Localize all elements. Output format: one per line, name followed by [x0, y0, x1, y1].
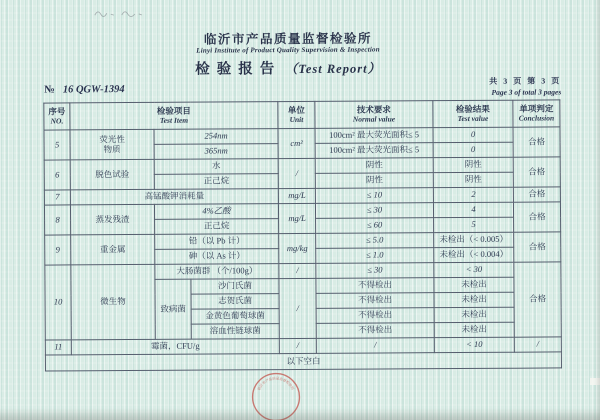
cell-normal-value: ≤ 1.0 — [316, 248, 434, 264]
cell-conclusion: 合格 — [513, 127, 560, 157]
cell-item: 金黄色葡萄球菌 — [191, 309, 279, 325]
cell-no: 11 — [45, 340, 71, 355]
cell-test-value: 未检出 — [434, 307, 514, 322]
cell-normal-value: 不得检出 — [316, 278, 434, 294]
cell-test-value: 5 — [434, 217, 514, 232]
cell-conclusion: 合格 — [513, 187, 560, 202]
cell-normal-value: 阴性 — [315, 173, 433, 189]
cell-unit: mg/kg — [279, 233, 316, 263]
header-row — [44, 100, 560, 130]
cell-item: 霉菌，CFU/g — [71, 339, 279, 355]
blank-row — [45, 352, 561, 371]
col-header-no: 序号 NO. — [44, 103, 70, 130]
cell-test-value: 未检出 — [434, 322, 514, 337]
cell-item: 砷（以 As 计） — [155, 249, 279, 265]
cell-test-value: 0 — [433, 127, 513, 142]
cell-test-value: < 10 — [434, 337, 514, 352]
report-number-value: 16 QGW-1394 — [62, 84, 125, 96]
cell-conclusion: 合格 — [513, 157, 560, 187]
cell-unit: mg/L — [278, 203, 315, 233]
page-count — [489, 75, 561, 96]
col-header-unit: 单位 Unit — [278, 101, 315, 128]
cell-item: 254nm — [154, 129, 278, 145]
col-header-normal-value: 技术要求 Normal value — [315, 101, 433, 129]
institute-name-en: Linyi Institute of Product Quality Supervision & Inspection — [196, 45, 380, 55]
cell-group: 蒸发残渣 — [70, 204, 154, 235]
cell-conclusion: / — [514, 337, 561, 352]
cell-conclusion: 合格 — [514, 262, 561, 337]
cell-normal-value: 阴性 — [315, 158, 433, 174]
cell-group: 重金属 — [71, 234, 155, 265]
cell-normal-value: ≤ 30 — [315, 203, 433, 219]
cell-test-value: 阴性 — [433, 157, 513, 172]
cell-group: 脱色试验 — [70, 159, 154, 190]
blank-note: 以下空白 — [45, 352, 561, 371]
report-title-cn: 检验报告 — [195, 61, 282, 78]
cell-no: 9 — [45, 235, 71, 265]
pencil-mark — [92, 6, 152, 20]
cell-test-value: 未检出（< 0.005） — [434, 232, 514, 247]
cell-item: 铅（以 Pb 计） — [155, 234, 279, 250]
cell-no: 6 — [44, 160, 70, 190]
cell-no: 5 — [44, 130, 70, 160]
cell-unit: / — [279, 338, 316, 353]
report-title-en: （Test Report） — [284, 61, 382, 77]
cell-normal-value: 不得检出 — [316, 308, 434, 324]
cell-test-value: 4 — [433, 202, 513, 217]
cell-test-value: 2 — [433, 187, 513, 202]
cell-normal-value: 100cm² 最大荧光面积≤ 5 — [315, 143, 433, 159]
cell-item: 志贺氏菌 — [191, 294, 279, 310]
cell-conclusion: 合格 — [514, 232, 561, 262]
cell-item: 正己烷 — [154, 174, 278, 190]
cell-test-value: < 30 — [434, 262, 514, 277]
col-header-conclusion: 单项判定 Conclusion — [513, 100, 560, 127]
cell-test-value: 未检出 — [434, 277, 514, 292]
cell-normal-value: 100cm² 最大荧光面积≤ 5 — [315, 128, 433, 144]
cell-normal-value: ≤ 60 — [316, 218, 434, 234]
cell-normal-value: ≤ 30 — [316, 263, 434, 279]
cell-item: 高锰酸钾消耗量 — [70, 189, 278, 205]
cell-normal-value: ≤ 5.0 — [316, 233, 434, 249]
page-count-en: Page 3 of total 3 pages — [491, 87, 562, 97]
cell-item: 沙门氏菌 — [191, 279, 279, 295]
stamp-text: 临沂市产品质量监督检验所 — [257, 376, 295, 391]
report-number — [44, 84, 124, 95]
cell-group: 荧光性 物质 — [70, 129, 154, 160]
cell-item: 4%乙酸 — [154, 204, 278, 220]
cell-pathogen-label: 致病菌 — [155, 279, 191, 339]
cell-item: 正己烷 — [155, 219, 279, 235]
numero-symbol: № — [44, 84, 55, 96]
cell-item: 溶血性链球菌 — [191, 324, 279, 340]
test-report-table — [43, 99, 562, 371]
cell-test-value: 未检出 — [434, 292, 514, 307]
col-header-item: 检验项目 Test Item — [70, 102, 278, 130]
cell-test-value: 阴性 — [433, 172, 513, 187]
col-header-test-value: 检验结果 Test value — [433, 100, 513, 127]
cell-group: 微生物 — [71, 264, 155, 340]
cell-item: 大肠菌群 （个/100g） — [155, 264, 279, 280]
cell-test-value: 未检出（< 0.004） — [434, 247, 514, 262]
cell-unit: cm² — [278, 128, 315, 158]
cell-normal-value: / — [316, 338, 434, 354]
cell-normal-value: 不得检出 — [316, 293, 434, 309]
cell-test-value: 0 — [433, 142, 513, 157]
cell-item: 365nm — [154, 144, 278, 160]
cell-no: 7 — [44, 190, 70, 205]
cell-unit: mg/L — [278, 188, 315, 203]
cell-conclusion: 合格 — [513, 202, 560, 232]
cell-unit: / — [278, 158, 315, 188]
cell-item: 水 — [154, 159, 278, 175]
cell-no: 10 — [45, 265, 71, 340]
page-count-cn: 共 3 页 第 3 页 — [489, 76, 562, 86]
cell-no: 8 — [44, 205, 70, 235]
institute-name-cn: 临沂市产品质量监督检验所 — [203, 31, 372, 47]
scan-right-shadow — [595, 0, 600, 420]
cell-normal-value: ≤ 10 — [315, 188, 433, 204]
cell-unit: / — [279, 263, 316, 278]
cell-unit: / — [279, 278, 316, 338]
cell-normal-value: 不得检出 — [316, 323, 434, 339]
scan-bottom-shadow — [0, 408, 600, 420]
